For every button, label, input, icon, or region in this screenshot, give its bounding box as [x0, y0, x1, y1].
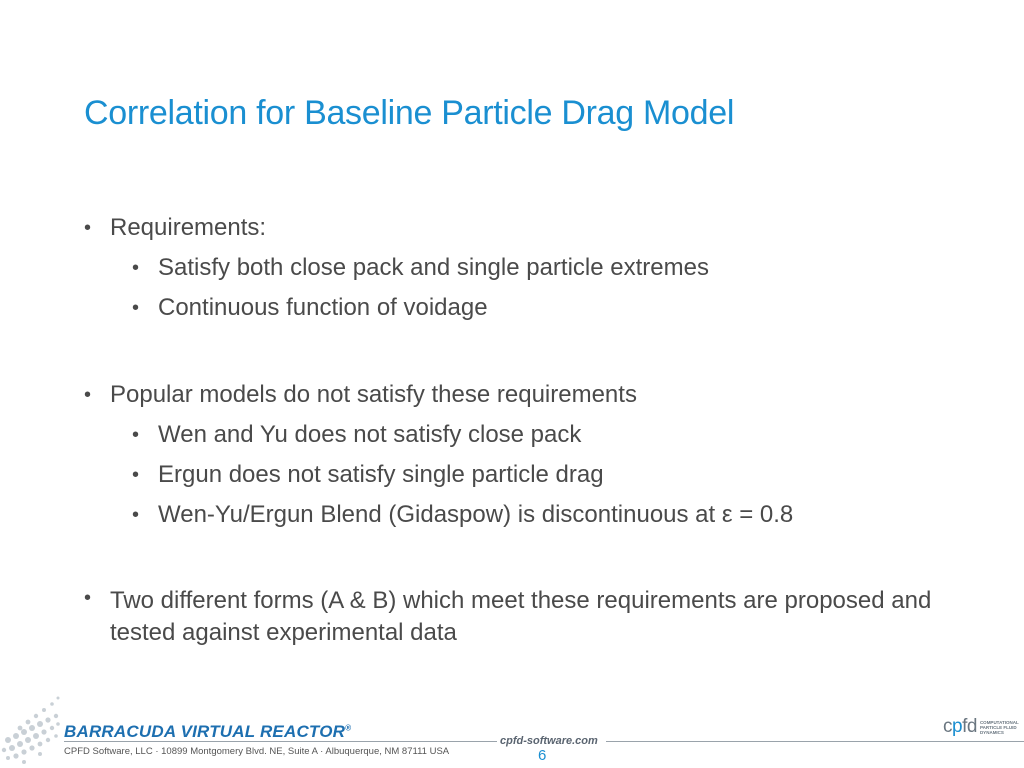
sub-bullet-text: Ergun does not satisfy single particle drag [158, 461, 604, 488]
bullet-icon: • [132, 464, 140, 486]
bullet-icon: • [132, 297, 140, 319]
sub-bullet-item [84, 455, 944, 495]
sub-bullet-text: Continuous function of voidage [158, 294, 488, 321]
footer-divider [64, 741, 498, 742]
bullet-text: Popular models do not satisfy these requirements [110, 381, 637, 408]
dot-pattern-graphic [0, 688, 62, 768]
cpfd-logo [943, 716, 1018, 738]
sub-bullet-item [84, 415, 944, 455]
bullet-text: Two different forms (A & B) which meet these requirements are proposed and tested against experimental data [110, 587, 932, 646]
bullet-item [84, 208, 944, 248]
bullet-item [84, 375, 944, 415]
website-link[interactable]: cpfd-software.com [497, 735, 601, 747]
sub-bullet-text: Wen and Yu does not satisfy close pack [158, 421, 582, 448]
sub-bullet-item [84, 495, 944, 535]
logo-mark: cpfd [943, 716, 977, 737]
bullet-icon: • [84, 217, 92, 239]
bullet-text: Requirements: [110, 214, 267, 241]
bullet-icon: • [84, 384, 92, 406]
bullet-group [84, 208, 944, 328]
bullet-icon: • [132, 257, 140, 279]
bullet-group [84, 582, 944, 649]
brand-name: BARRACUDA VIRTUAL REACTOR® [64, 722, 352, 741]
bullet-group [84, 375, 944, 535]
footer-divider [606, 741, 1024, 742]
sub-bullet-text: Wen-Yu/Ergun Blend (Gidaspow) is discontinuous at ε = 0.8 [158, 501, 794, 528]
page-number: 6 [538, 747, 547, 764]
sub-bullet-item [84, 248, 944, 288]
slide-title: Correlation for Baseline Particle Drag Model [84, 94, 735, 132]
bullet-icon: • [132, 504, 140, 526]
logo-tagline: COMPUTATIONAL PARTICLE FLUID DYNAMICS [979, 719, 1019, 735]
company-address: CPFD Software, LLC · 10899 Montgomery Blvd. NE, Suite A · Albuquerque, NM 87111 USA [64, 746, 450, 757]
bullet-icon: • [132, 424, 140, 446]
sub-bullet-text: Satisfy both close pack and single particle extremes [158, 254, 709, 281]
bullet-item [84, 582, 944, 649]
sub-bullet-item [84, 288, 944, 328]
slide-body [84, 208, 944, 649]
bullet-icon: • [84, 587, 92, 609]
